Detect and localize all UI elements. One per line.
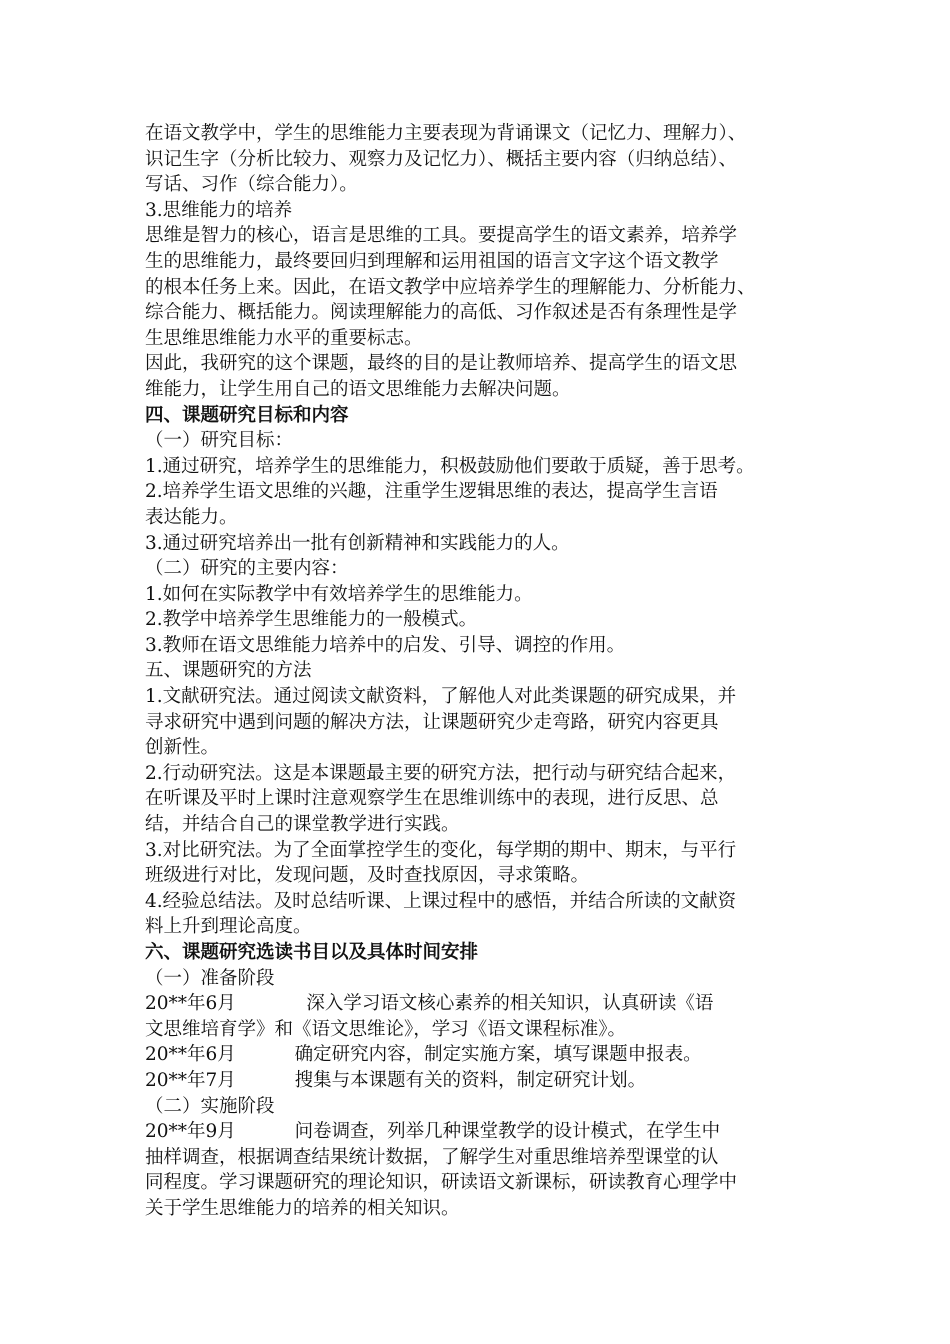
list-item: 2.行动研究法。这是本课题最主要的研究方法，把行动与研究结合起来， [145,762,737,784]
schedule-entry: 20**年6月 深入学习语文核心素养的相关知识，认真研读《语 [145,993,714,1015]
text-line: 生的思维能力，最终要回归到理解和运用祖国的语言文字这个语文教学 [145,250,719,272]
text-line: 关于学生思维能力的培养的相关知识。 [145,1197,460,1219]
subheading: （二）研究的主要内容： [145,558,349,580]
schedule-entry: 20**年6月 确定研究内容，制定实施方案，填写课题申报表。 [145,1044,702,1066]
text-line: 的根本任务上来。因此，在语文教学中应培养学生的理解能力、分析能力、 [145,276,756,298]
text-line: 班级进行对比，发现问题，及时查找原因，寻求策略。 [145,865,590,887]
subheading: （二）实施阶段 [145,1095,275,1117]
list-item: 1.文献研究法。通过阅读文献资料，了解他人对此类课题的研究成果，并 [145,686,737,708]
list-item: 1.如何在实际教学中有效培养学生的思维能力。 [145,583,533,605]
text-line: 在语文教学中，学生的思维能力主要表现为背诵课文（记忆力、理解力）、 [145,123,747,144]
document-body [145,121,825,1222]
subheading: 3.思维能力的培养 [145,199,293,221]
text-line: 表达能力。 [145,506,238,528]
text-line: 寻求研究中遇到问题的解决方法，让课题研究少走弯路，研究内容更具 [145,711,719,733]
section-heading: 六、课题研究选读书目以及具体时间安排 [145,942,479,963]
list-item: 3.对比研究法。为了全面掌控学生的变化，每学期的期中、期末，与平行 [145,839,737,861]
list-item: 2.教学中培养学生思维能力的一般模式。 [145,609,478,631]
text-line: 结，并结合自己的课堂教学进行实践。 [145,814,460,836]
text-line: 识记生字（分析比较力、观察力及记忆力）、概括主要内容（归纳总结）、 [145,148,738,170]
list-item: 2.培养学生语文思维的兴趣，注重学生逻辑思维的表达，提高学生言语 [145,481,718,503]
text-line: 文思维培育学》和《语文思维论》，学习《语文课程标准》。 [145,1018,627,1040]
list-item: 3.通过研究培养出一批有创新精神和实践能力的人。 [145,532,570,554]
list-item: 4.经验总结法。及时总结听课、上课过程中的感悟，并结合所读的文献资 [145,890,737,912]
text-line: 维能力，让学生用自己的语文思维能力去解决问题。 [145,378,571,400]
text-line: 因此，我研究的这个课题，最终的目的是让教师培养、提高学生的语文思 [145,353,738,375]
list-item: 3.教师在语文思维能力培养中的启发、引导、调控的作用。 [145,634,626,656]
subheading: （一）准备阶段 [145,967,275,989]
section-heading: 四、课题研究目标和内容 [145,404,349,426]
subheading: （一）研究目标： [145,430,294,452]
text-line: 写话、习作（综合能力）。 [145,174,358,196]
text-line: 生思维思维能力水平的重要标志。 [145,327,423,349]
text-line: 抽样调查，根据调查结果统计数据，了解学生对重思维培养型课堂的认 [145,1146,719,1168]
list-item: 1.通过研究，培养学生的思维能力，积极鼓励他们要敢于质疑，善于思考。 [145,455,755,477]
text-line: 料上升到理论高度。 [145,916,312,938]
text-line: 综合能力、概括能力。阅读理解能力的高低、习作叙述是否有条理性是学 [145,302,738,324]
text-line: 思维是智力的核心，语言是思维的工具。要提高学生的语文素养，培养学 [145,225,738,247]
text-line: 创新性。 [145,737,220,759]
text-line: 在听课及平时上课时注意观察学生在思维训练中的表现，进行反思、总 [145,788,719,810]
text-line: 同程度。学习课题研究的理论知识，研读语文新课标，研读教育心理学中 [145,1172,738,1194]
schedule-entry: 20**年9月 问卷调查，列举几种课堂教学的设计模式，在学生中 [145,1121,721,1143]
schedule-entry: 20**年7月 搜集与本课题有关的资料，制定研究计划。 [145,1069,647,1091]
section-heading: 五、课题研究的方法 [145,660,312,682]
